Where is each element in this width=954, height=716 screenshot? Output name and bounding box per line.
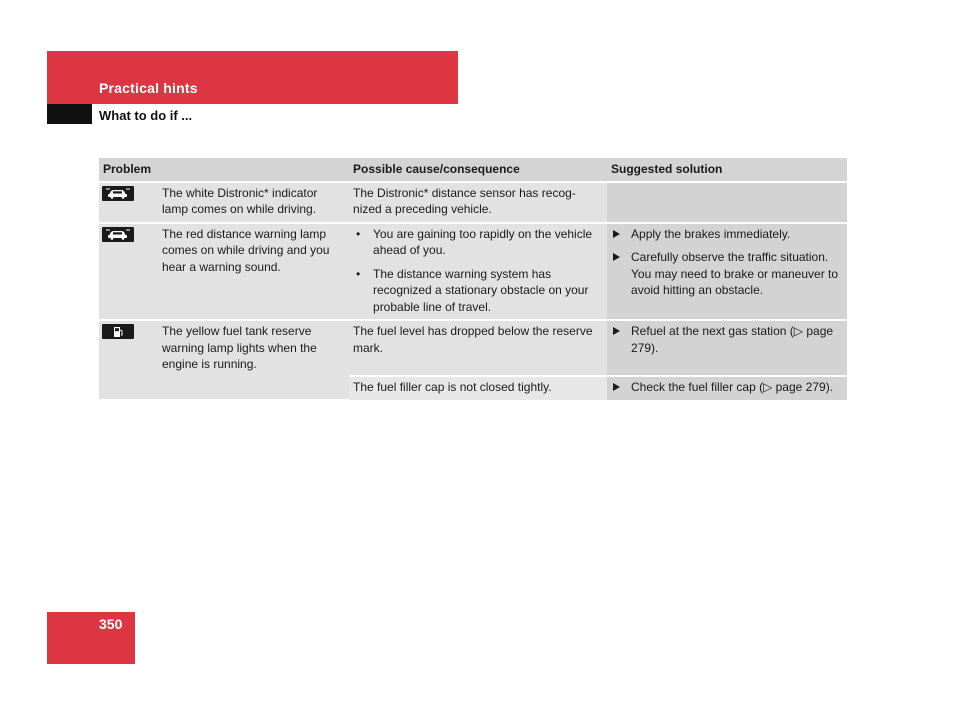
problem-text: The white Distronic* indicator lamp comes on while driving. bbox=[158, 182, 349, 223]
column-header-problem: Problem bbox=[99, 158, 349, 182]
cause-text: The Distronic* distance sensor has recog-nized a preceding vehicle. bbox=[349, 182, 607, 223]
fuel-pump-lamp-icon bbox=[102, 324, 134, 339]
section-title: Practical hints bbox=[99, 80, 198, 96]
table-header-row bbox=[99, 158, 847, 182]
table-row bbox=[99, 223, 847, 321]
table-row bbox=[99, 320, 847, 376]
arrow-bullet-icon bbox=[613, 253, 620, 261]
troubleshooting-table bbox=[99, 158, 847, 401]
arrow-bullet-icon bbox=[613, 383, 620, 391]
header-band bbox=[47, 51, 458, 104]
problem-icon-cell bbox=[99, 320, 158, 400]
cause-text: The fuel level has dropped below the reserve mark. bbox=[349, 320, 607, 376]
table-row bbox=[99, 182, 847, 223]
solution-cell bbox=[607, 320, 847, 376]
column-header-cause: Possible cause/consequence bbox=[349, 158, 607, 182]
solution-item: Refuel at the next gas station (▷ page 279). bbox=[611, 323, 843, 356]
cause-item: • You are gaining too rapidly on the vehicle ahead of you. bbox=[356, 226, 593, 257]
solution-cell-empty bbox=[607, 182, 847, 223]
cause-cell bbox=[349, 223, 607, 321]
solution-cell bbox=[607, 376, 847, 400]
solution-cell bbox=[607, 223, 847, 321]
cause-text: The fuel filler cap is not closed tightly. bbox=[349, 376, 607, 400]
problem-icon-cell bbox=[99, 182, 158, 223]
page-number: 350 bbox=[99, 616, 123, 632]
problem-icon-cell bbox=[99, 223, 158, 321]
solution-item: Carefully observe the traffic situation. You may need to brake or maneuver to avoid hitting an obstacle. bbox=[611, 249, 843, 299]
problem-text: The yellow fuel tank reserve warning lamp lights when the engine is running. bbox=[158, 320, 349, 400]
cause-item: • The distance warning system has recognized a stationary obstacle on your probable line of travel. bbox=[356, 266, 589, 314]
arrow-bullet-icon bbox=[613, 230, 620, 238]
distronic-car-lamp-icon bbox=[102, 186, 134, 201]
solution-item: Apply the brakes immediately. bbox=[611, 226, 843, 243]
solution-item: Check the fuel filler cap (▷ page 279). bbox=[611, 379, 843, 396]
column-header-solution: Suggested solution bbox=[607, 158, 847, 182]
subsection-title: What to do if ... bbox=[99, 108, 193, 123]
problem-text: The red distance warning lamp comes on while driving and you hear a warning sound. bbox=[158, 223, 349, 321]
distance-warning-car-lamp-icon bbox=[102, 227, 134, 242]
header-marker bbox=[47, 104, 92, 124]
arrow-bullet-icon bbox=[613, 327, 620, 335]
